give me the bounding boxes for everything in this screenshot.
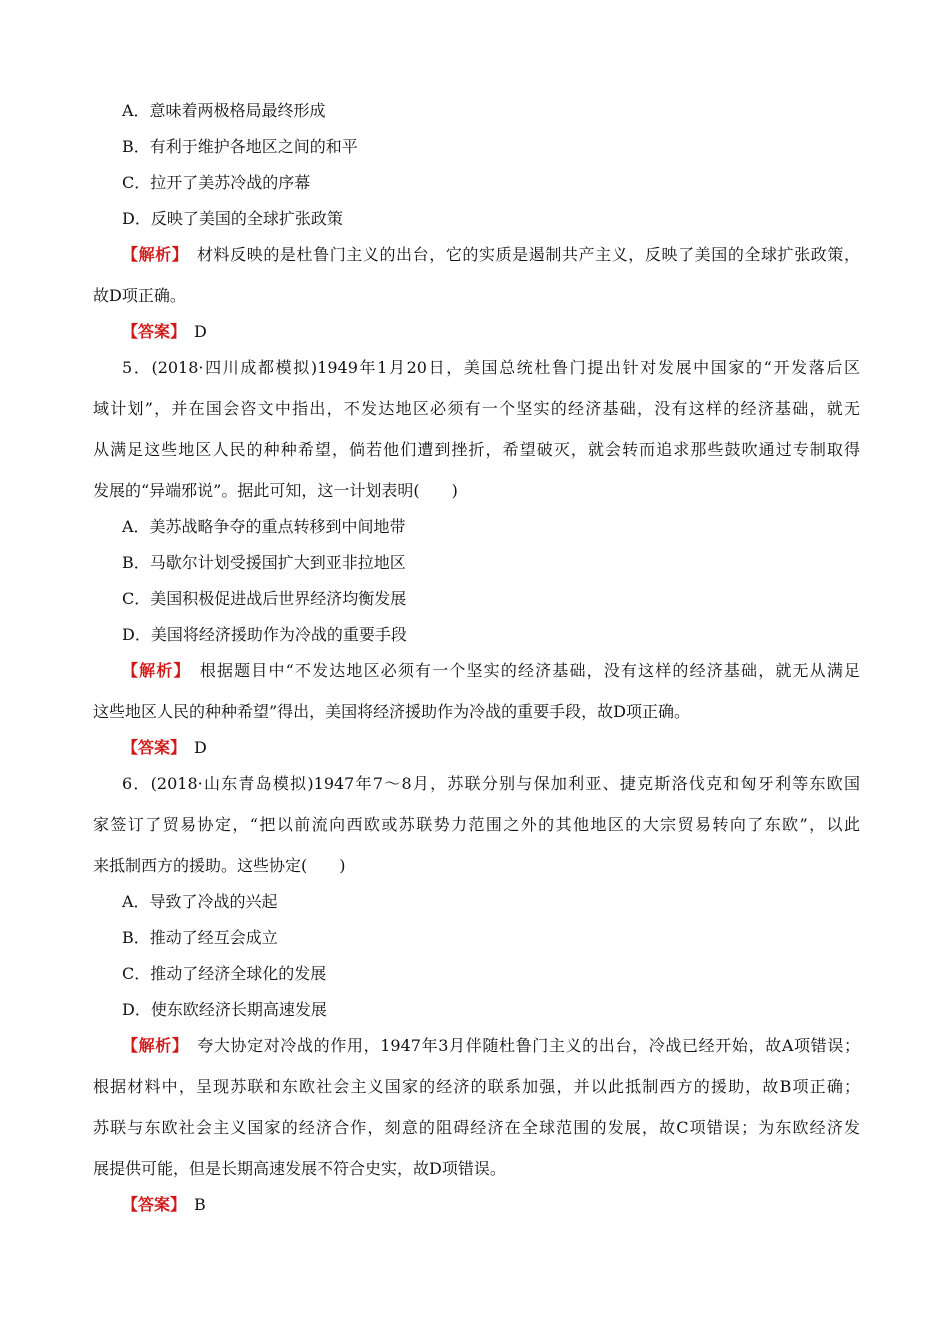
q5-analysis-line-1: 根据题目中“不发达地区必须有一个坚实的经济基础，没有这样的经济基础，就无从满足 xyxy=(199,661,860,680)
q6-analysis xyxy=(122,1036,860,1056)
answer-tag: 【答案】 xyxy=(122,322,179,341)
q4-analysis xyxy=(122,245,860,265)
q5-stem-line-3: 从满足这些地区人民的种种希望，倘若他们遭到挫折，希望破灭，就会转而追求那些鼓吹通过专制取得 xyxy=(93,440,860,459)
q4-option-d: D．反映了美国的全球扩张政策 xyxy=(122,209,343,228)
q5-stem-line-4: 发展的“异端邪说”。据此可知，这一计划表明( ) xyxy=(93,481,458,500)
q6-option-c: C．推动了经济全球化的发展 xyxy=(122,964,327,983)
q6-analysis-line-3: 苏联与东欧社会主义国家的经济合作，刻意的阻碍经济在全球范围的发展，故C项错误；为东欧经济发 xyxy=(93,1118,860,1137)
q5-option-b: B．马歇尔计划受援国扩大到亚非拉地区 xyxy=(122,553,406,572)
q5-option-d: D．美国将经济援助作为冷战的重要手段 xyxy=(122,625,407,644)
analysis-tag: 【解析】 xyxy=(122,1036,181,1055)
q4-option-b: B．有利于维护各地区之间的和平 xyxy=(122,137,358,156)
q5-analysis-line-2: 这些地区人民的种种希望”得出，美国将经济援助作为冷战的重要手段，故D项正确。 xyxy=(93,702,691,721)
q4-option-c: C．拉开了美苏冷战的序幕 xyxy=(122,173,311,192)
q4-analysis-line-1: 材料反映的是杜鲁门主义的出台，它的实质是遏制共产主义，反映了美国的全球扩张政策， xyxy=(196,245,860,264)
q4-answer-value: D xyxy=(194,322,207,341)
q5-option-a: A．美苏战略争夺的重点转移到中间地带 xyxy=(122,517,406,536)
q5-stem-line-1: 5．(2018·四川成都模拟)1949年1月20日，美国总统杜鲁门提出针对发展中国家的“开发落后区 xyxy=(122,358,860,377)
q6-option-d: D．使东欧经济长期高速发展 xyxy=(122,1000,327,1019)
q6-stem-line-3: 来抵制西方的援助。这些协定( ) xyxy=(93,856,346,875)
q6-stem-line-2: 家签订了贸易协定，“把以前流向西欧或苏联势力范围之外的其他地区的大宗贸易转向了东欧”，以此 xyxy=(93,815,860,834)
q6-analysis-line-1: 夸大协定对冷战的作用，1947年3月伴随杜鲁门主义的出台，冷战已经开始，故A项错误； xyxy=(197,1036,860,1055)
q6-answer xyxy=(122,1195,206,1215)
q5-option-c: C．美国积极促进战后世界经济均衡发展 xyxy=(122,589,407,608)
q5-answer xyxy=(122,738,207,758)
q6-option-b: B．推动了经互会成立 xyxy=(122,928,278,947)
q4-analysis-line-2: 故D项正确。 xyxy=(93,286,186,305)
q5-stem-line-2: 域计划”，并在国会咨文中指出，不发达地区必须有一个坚实的经济基础，没有这样的经济基础，就无 xyxy=(93,399,860,418)
q5-answer-value: D xyxy=(194,738,207,757)
q6-answer-value: B xyxy=(194,1195,206,1214)
q4-option-a: A．意味着两极格局最终形成 xyxy=(122,101,326,120)
analysis-tag: 【解析】 xyxy=(122,245,181,264)
q6-analysis-line-4: 展提供可能，但是长期高速发展不符合史实，故D项错误。 xyxy=(93,1159,506,1178)
answer-tag: 【答案】 xyxy=(122,1195,179,1214)
q6-option-a: A．导致了冷战的兴起 xyxy=(122,892,278,911)
q5-analysis xyxy=(122,661,860,681)
q6-analysis-line-2: 根据材料中，呈现苏联和东欧社会主义国家的经济的联系加强，并以此抵制西方的援助，故B项正确； xyxy=(93,1077,860,1096)
q6-stem-line-1: 6．(2018·山东青岛模拟)1947年7～8月，苏联分别与保加利亚、捷克斯洛伐克和匈牙利等东欧国 xyxy=(122,774,860,793)
analysis-tag: 【解析】 xyxy=(122,661,183,680)
answer-tag: 【答案】 xyxy=(122,738,179,757)
q4-answer xyxy=(122,322,207,342)
